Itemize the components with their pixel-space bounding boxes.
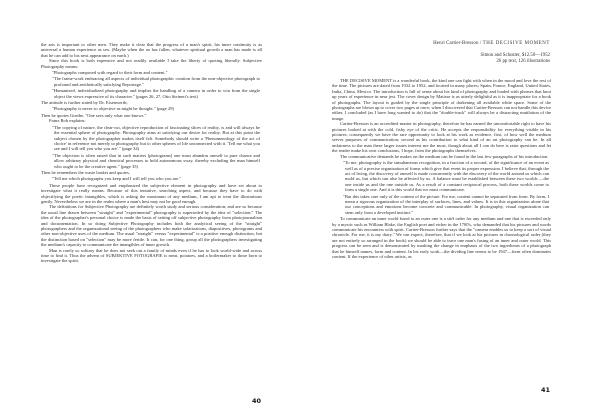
- paragraph: Since this book is both expensive and not readily available I take the liberty of quoting liberally. Subjective Photography means:: [41, 58, 262, 69]
- publisher-line: Simon and Schuster, $12.50—1952: [480, 53, 550, 58]
- paragraph: Then he quotes Goethe, "One sees only what one knows.": [41, 112, 147, 118]
- heading-separator: /: [479, 41, 482, 46]
- book-title: THE DECISIVE MOMENT: [482, 41, 550, 46]
- left-page-body: [41, 42, 262, 264]
- paragraph: Cartier-Bresson is an accredited master in photography, therefore he has earned the uncomfortable right to have his pictures looked at with the cold, fishy eye of the critic. He accepts the responsibility for everything visible in his pictures; consequently we have the rare opportunity to look at his work as evidence, first, of how well the medium serves purposes of communication; second as his contribution to what kind of an art photography can be. In all unfairness to the man these larger issues interest me the most, though about all I can do here is raise questions and let the reader make his own conclusions, I hope, from the photographs themselves.: [332, 121, 551, 154]
- paragraph: THE DECISIVE MOMENT is a wonderful book, the kind one can fight with when in the mood and love the rest of the time. The pictures are dated from 1932 to 1952, and located in many places; Spain, France, England, United States, India, China, Mexico. The introduction is full of sense about his kind of photography and loaded with phrases that knot up years of experience in near jest. The cover design by Matisse is as utterly delightful as it is inappropriate for a book of photographs. The layout is guided by the single principle of darkening all available white space. Some of the photographs are blown up to cover two pages at once; when I discovered that Cartier-Bresson can not handle this device either, I concluded (as I have long wanted to do) that the "double-truck" will always be a distracting mutilation of the image.: [332, 78, 551, 121]
- extent-line: 26 pp text, 126 illustrations: [496, 59, 550, 64]
- block-quote: "Photography is never so objective as might be thought." (page 29): [52, 106, 175, 112]
- paragraph: The communicative demands he makes on the medium can be found in the last few paragraphs of his introduction.: [340, 153, 549, 159]
- right-page: [303, 0, 606, 420]
- block-quote: "Photographs composed with regard to their form and content.": [52, 70, 168, 76]
- page-number-right: 41: [541, 386, 551, 394]
- block-quote: "But this takes care only of the content of the picture. For me, content cannot be separated from form. By form, I mean a rigorous organization of the interplay of surfaces, lines, and values. It is in this organization alone that our conceptions and emotions become concrete and communicable. In photography, visual organization can stem only from a developed instinct.": [343, 193, 549, 215]
- right-page-body: [332, 78, 551, 259]
- paragraph: To communicate an inner world fused to an outer one is a stiff order for any medium and one that is exceeded only by a mystic such as William Blake, the English poet and etcher in the 1700's, who demanded that his pictures and words communicate his encounters with spirit. Cartier-Bresson further says that the "camera enables us to keep a sort of visual chronicle. For me, it is my diary." We can expect, therefore, that if we look at his pictures in chronological order (they are not entirely so arranged in the book) we should be able to trace one man's fusing of an inner and outer world. This progress can be seen and is demonstrated by marking the change in emphasis of the two ingredients of a photograph that he himself names, form and content. In his early work—the dividing line seems to be 1947—form often dominates content. If the experience of other artists, as: [332, 216, 551, 259]
- block-quote: "To me, photography is the simultaneous recognition, in a fraction of a second, of the significance of an event as well as of a precise organization of forms which give that event its proper expression. I believe that, through the act of living, the discovery of oneself is made concurrently with the discovery of the world around us which can mold us, but which can also be affected by us. A balance must be established between these two worlds —the one inside us and the one outside us. As a result of a constant reciprocal process, both these worlds come to form a single one. And it is this world that we must communicate.: [343, 160, 549, 193]
- paragraph: Man is rarely so solitary that he does not seek out a family of minds even if he has to look world-wide and across time to find it. Thus the advent of SUBJEKTIVE FOTOGRAFIE is meat, potatoes, and a boilermaker to those born to investigate the spirit.: [41, 247, 262, 264]
- paragraph: The attitude is further stated by Dr. Eisenwerth;: [41, 100, 128, 106]
- block-quote: "The objection is often raised that in such matters [photograms] one must abandon oneself to pure chance and allow arbitrary physical and chemical processes to hold autonomous sway, thereby excluding the man himself who ought to be the creative agent." (page 35): [52, 152, 260, 169]
- block-quote: "Humanized, individualized photography and implies the handling of a camera in order to win from the single object the views expressive of its character." (pages 26, 27, Otto Steinert's text): [52, 88, 260, 99]
- paragraph: These people have recognized and emphasized the subjective element in photography and have set about to investigate what it really means. Because of this tentative, searching aspect, and because they have to do with objectifying the poetic intangibles, which is asking the maximum of any medium, I am apt to treat the illustrations gently. Nevertheless we are in the realm where a man's best may not be good enough.: [41, 182, 262, 204]
- paragraph: Franz Roh explains:: [49, 118, 86, 124]
- page-number-left: 40: [252, 397, 262, 405]
- block-quote: "The copying of nature, the clear-cut, objective reproduction of fascinating slices of reality, is and will always be the essential sphere of photography. Photography aims at satisfying our desire for reality. But at this point the subject chosen by the photographer makes itself felt. Somebody should write a 'Phenomenology of the act of choice' in reference not merely to photography but to other spheres of life unconnected with it. 'Tell me what you see and I will tell you who you are'." (page 34): [52, 124, 260, 152]
- review-heading: [433, 41, 550, 46]
- block-quote: "The frame-work embracing all aspects of individual photographic creation from the non-objective photograph to profound and aesthetically satisfying Reportage.": [52, 76, 260, 87]
- paragraph: the arts is important to other men. They make it clear that the progress of a man's spirit, his inner continuity is as universal a human experience as sex. (Maybe when the ax has fallen, whatever spiritual growth a man has made is all that he can add to his next appearance on earth.): [41, 42, 262, 58]
- block-quote: "Tell me which photographs you keep and I will tell you who you are.": [52, 176, 182, 182]
- paragraph: Then he remembers the waste basket and quotes,: [41, 169, 130, 175]
- paragraph: The definitions for Subjective Photography are definitely worth study and serious consideration; and are so because the usual line drawn between "straight" and "experimental" photography is superseded by the idea of "selection." The idea of the photographer's personal choice is made the basis of setting off subjective photography from photojournalism and documentation. In so doing Subjective Photography includes both the analytical seeing of the "straight" photographers and the organizational seeing of the photographers who make solarizations, diapositives, photograms and other non-objective uses of the medium. The usual "straight" versus "experimental" is a positive enough distinction, but the distinction based on "selection" may be more fertile. It can, for one thing, group all the photographers investigating the medium's capacity to communicate the intangibles of inner growth.: [41, 204, 262, 248]
- book-author: Henri Cartier-Bresson: [433, 41, 479, 46]
